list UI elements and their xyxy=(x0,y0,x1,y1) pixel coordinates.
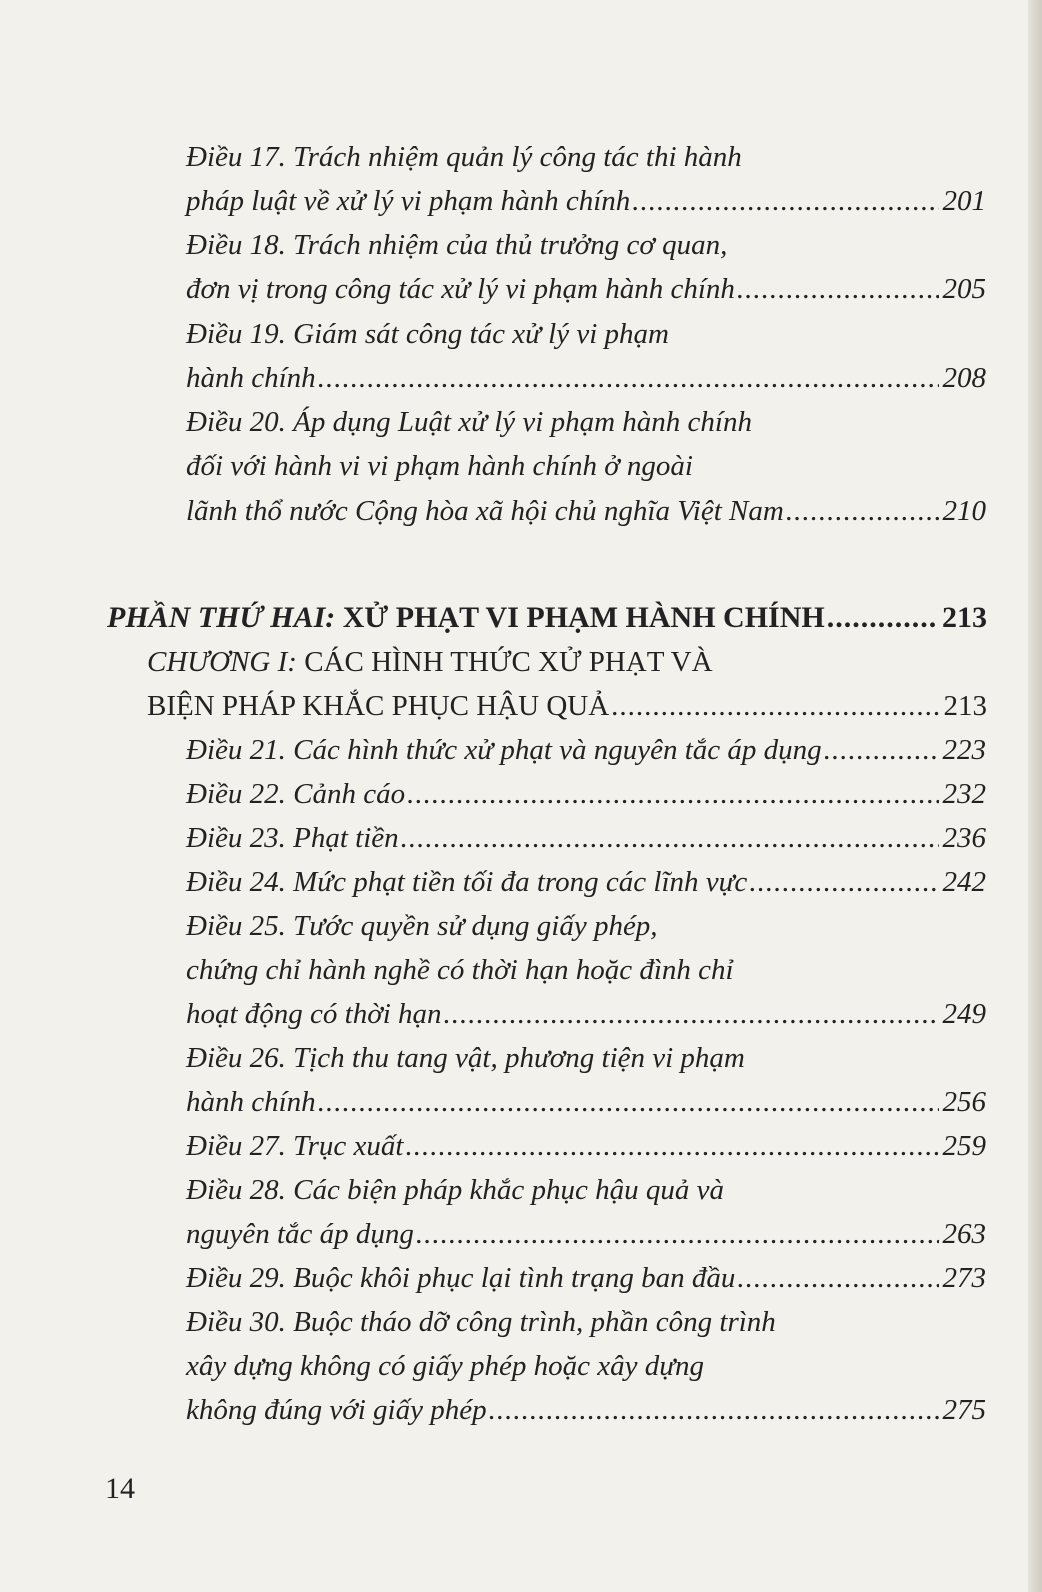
dot-leader xyxy=(416,1212,939,1256)
toc-entry-article-30-line-3 xyxy=(186,1388,986,1432)
chapter-title: CÁC HÌNH THỨC XỬ PHẠT VÀ xyxy=(296,646,713,678)
entry-text: xây dựng không có giấy phép hoặc xây dựng xyxy=(186,1350,705,1382)
page-ref: 275 xyxy=(942,1394,986,1426)
dot-leader xyxy=(611,684,939,728)
entry-text: lãnh thổ nước Cộng hòa xã hội chủ nghĩa Việt Nam xyxy=(186,495,784,527)
page-ref: 259 xyxy=(942,1130,986,1162)
toc-entry-article-23 xyxy=(186,816,986,860)
entry-text: đơn vị trong công tác xử lý vi phạm hành chính xyxy=(186,273,735,305)
page-ref: 263 xyxy=(942,1218,986,1250)
dot-leader xyxy=(632,179,938,223)
toc-entry-article-30-line-2 xyxy=(186,1344,986,1388)
entry-text: nguyên tắc áp dụng xyxy=(186,1218,414,1250)
toc-entry-article-25-line-3 xyxy=(186,992,986,1036)
toc-entry-article-30-line-1 xyxy=(186,1300,986,1344)
page-edge-shadow xyxy=(1028,0,1042,1592)
page-ref: 201 xyxy=(942,185,986,217)
entry-text: Điều 19. Giám sát công tác xử lý vi phạm xyxy=(186,318,669,350)
part-label: PHẦN THỨ HAI: xyxy=(107,601,336,634)
toc-entry-article-28-line-1 xyxy=(186,1168,986,1212)
page-ref: 213 xyxy=(942,601,987,634)
entry-text: Điều 17. Trách nhiệm quản lý công tác thi hành xyxy=(186,141,742,173)
dot-leader xyxy=(749,860,938,904)
toc-entry-article-28-line-2 xyxy=(186,1212,986,1256)
toc-entry-article-20-line-1 xyxy=(186,400,986,444)
chapter-title: BIỆN PHÁP KHẮC PHỤC HẬU QUẢ xyxy=(147,690,610,722)
part-title: XỬ PHẠT VI PHẠM HÀNH CHÍNH xyxy=(335,601,825,634)
entry-text: Điều 27. Trục xuất xyxy=(186,1130,404,1162)
toc-entry-article-22 xyxy=(186,772,986,816)
dot-leader xyxy=(489,1388,939,1432)
toc-entry-article-26-line-2 xyxy=(186,1080,986,1124)
dot-leader xyxy=(406,1124,939,1168)
entry-text: Điều 30. Buộc tháo dỡ công trình, phần công trình xyxy=(186,1306,776,1338)
toc-part-two-heading xyxy=(107,596,987,640)
dot-leader xyxy=(786,489,939,533)
page-number: 14 xyxy=(105,1472,135,1505)
entry-text: Điều 29. Buộc khôi phục lại tình trạng ban đầu xyxy=(186,1262,736,1294)
entry-text: hoạt động có thời hạn xyxy=(186,998,442,1030)
toc-entry-article-25-line-2 xyxy=(186,948,986,992)
dot-leader xyxy=(737,267,939,311)
page-ref: 232 xyxy=(942,778,986,810)
chapter-label: CHƯƠNG I: xyxy=(147,646,297,678)
toc-entry-article-20-line-2 xyxy=(186,444,986,488)
page-ref: 205 xyxy=(942,273,986,305)
toc-chapter-1-line-1 xyxy=(147,640,987,684)
entry-text: Điều 28. Các biện pháp khắc phục hậu quả và xyxy=(186,1174,725,1206)
entry-text: hành chính xyxy=(186,1086,316,1118)
entry-text: đối với hành vi vi phạm hành chính ở ngoài xyxy=(186,450,693,482)
page-ref: 256 xyxy=(942,1086,986,1118)
entry-text: Điều 26. Tịch thu tang vật, phương tiện vi phạm xyxy=(186,1042,745,1074)
entry-text: Điều 22. Cảnh cáo xyxy=(186,778,406,810)
dot-leader xyxy=(318,356,939,400)
page-ref: 213 xyxy=(943,690,987,722)
dot-leader xyxy=(827,596,938,640)
toc-entry-article-21 xyxy=(186,728,986,772)
entry-text: Điều 21. Các hình thức xử phạt và nguyên tắc áp dụng xyxy=(186,734,822,766)
page-ref: 210 xyxy=(942,495,986,527)
entry-text: Điều 23. Phạt tiền xyxy=(186,822,399,854)
toc-entry-article-17-line-1 xyxy=(186,135,986,179)
toc-chapter-1-line-2 xyxy=(147,684,987,728)
dot-leader xyxy=(444,992,939,1036)
entry-text: Điều 20. Áp dụng Luật xử lý vi phạm hành chính xyxy=(186,406,752,438)
page-ref: 236 xyxy=(942,822,986,854)
page-ref: 273 xyxy=(942,1262,986,1294)
entry-text: Điều 24. Mức phạt tiền tối đa trong các lĩnh vực xyxy=(186,866,748,898)
toc-entry-article-26-line-1 xyxy=(186,1036,986,1080)
dot-leader xyxy=(318,1080,939,1124)
dot-leader xyxy=(737,1256,938,1300)
toc-entry-article-25-line-1 xyxy=(186,904,986,948)
toc-entry-article-19-line-2 xyxy=(186,356,986,400)
page-ref: 242 xyxy=(942,866,986,898)
toc-entry-article-19-line-1 xyxy=(186,312,986,356)
entry-text: pháp luật về xử lý vi phạm hành chính xyxy=(186,185,631,217)
toc-entry-article-18-line-2 xyxy=(186,267,986,311)
dot-leader xyxy=(407,772,938,816)
toc-entry-article-24 xyxy=(186,860,986,904)
dot-leader xyxy=(401,816,939,860)
dot-leader xyxy=(824,728,939,772)
entry-text: chứng chỉ hành nghề có thời hạn hoặc đình chỉ xyxy=(186,954,734,986)
entry-text: hành chính xyxy=(186,362,316,394)
entry-text: Điều 25. Tước quyền sử dụng giấy phép, xyxy=(186,910,658,942)
toc-entry-article-17-line-2 xyxy=(186,179,986,223)
page-ref: 223 xyxy=(942,734,986,766)
entry-text: không đúng với giấy phép xyxy=(186,1394,487,1426)
page-ref: 208 xyxy=(942,362,986,394)
toc-entry-article-20-line-3 xyxy=(186,489,986,533)
toc-entry-article-27 xyxy=(186,1124,986,1168)
toc-entry-article-29 xyxy=(186,1256,986,1300)
page-ref: 249 xyxy=(942,998,986,1030)
toc-entry-article-18-line-1 xyxy=(186,223,986,267)
entry-text: Điều 18. Trách nhiệm của thủ trưởng cơ quan, xyxy=(186,229,728,261)
